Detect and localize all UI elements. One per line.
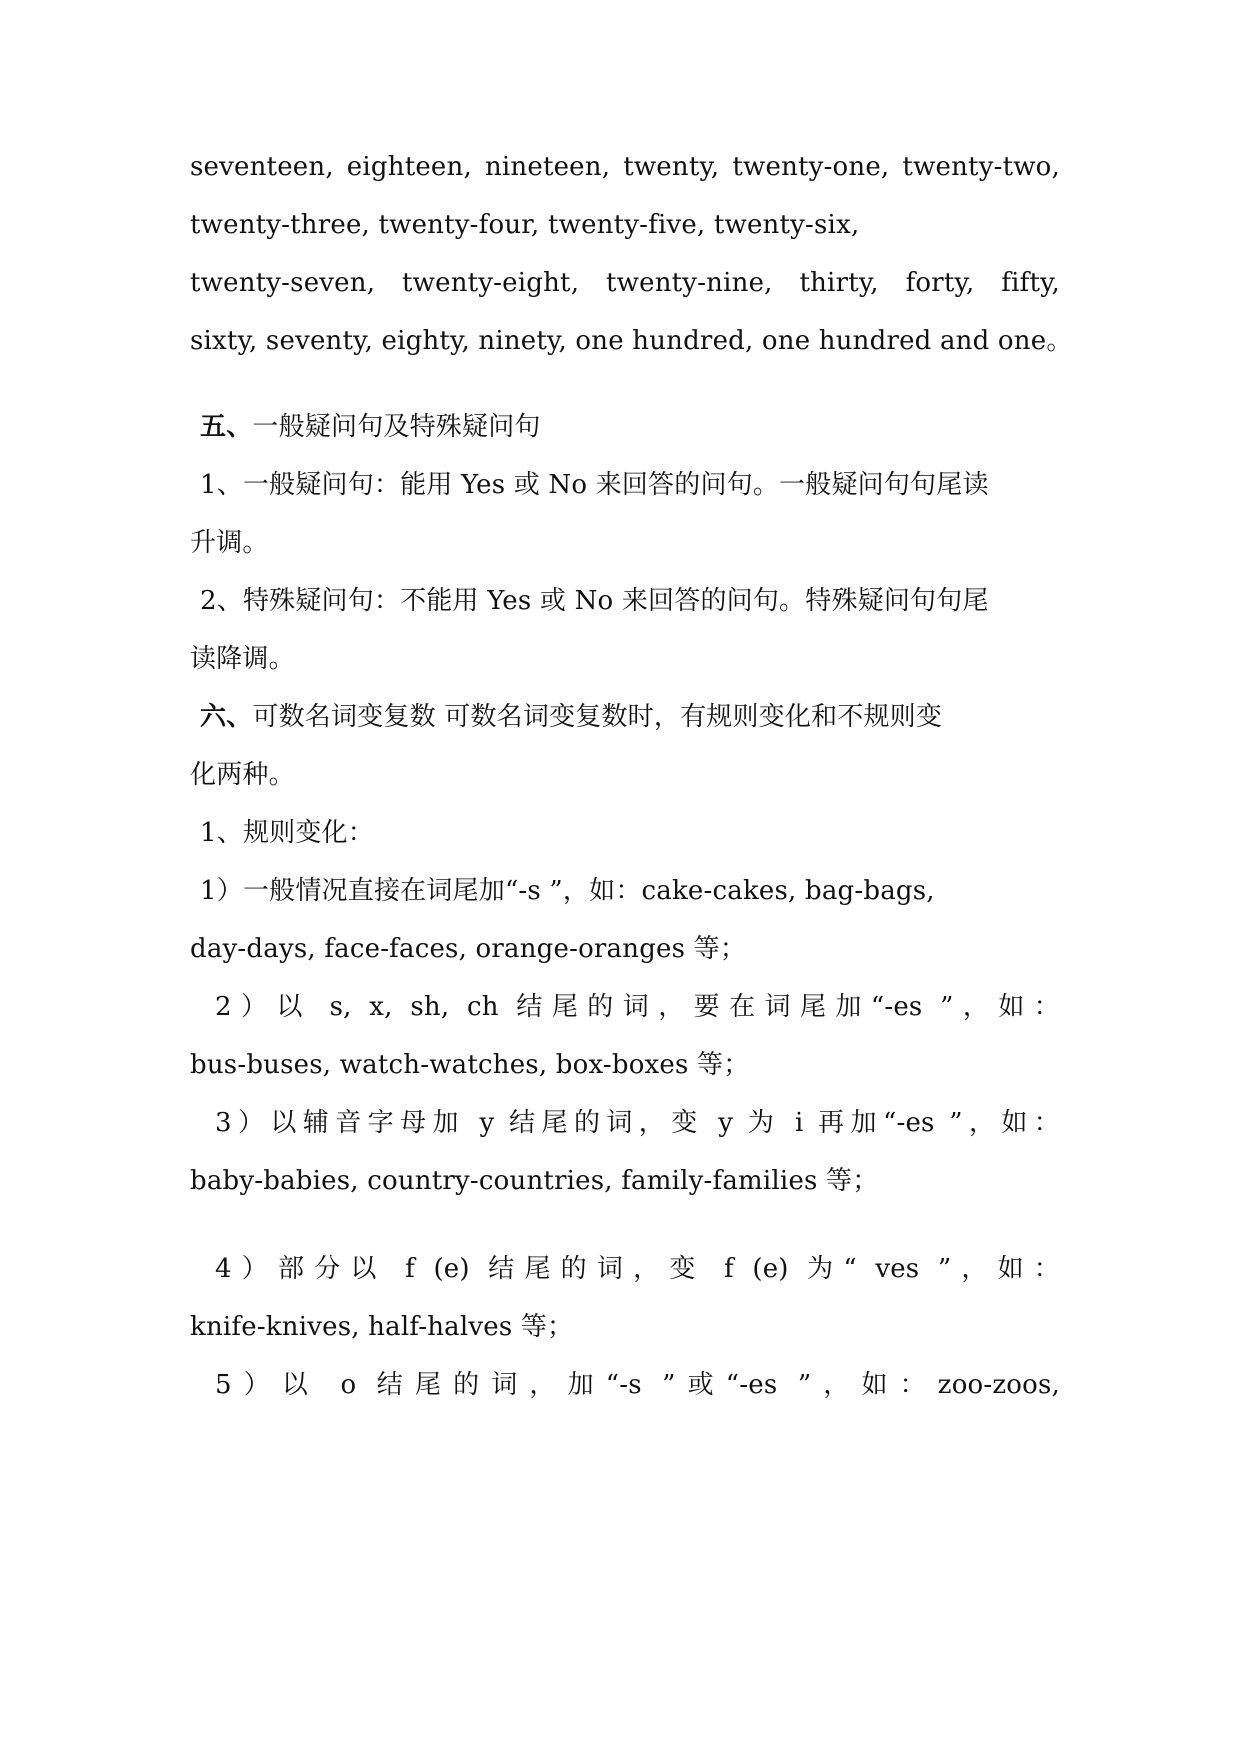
rule-4-line-2: knife-knives, half-halves 等； (190, 1312, 574, 1342)
section-6-title-line-2: 化两种。 (190, 760, 295, 790)
section-6-heading (200, 700, 1070, 734)
numbers-line-1: seventeen, eighteen, nineteen, twenty, twenty-one, twenty-two, (190, 152, 1060, 182)
section-5-heading (200, 410, 1070, 444)
section-6-title: 可数名词变复数 可数名词变复数时，有规则变化和不规则变 (252, 702, 943, 732)
section-5-item-1-line-2: 升调。 (190, 528, 269, 558)
rule-2-line-2: bus-buses, watch-watches, box-boxes 等； (190, 1050, 750, 1080)
rule-5-line-1: 5）以 o 结尾的词，加“-s ”或“-es ”，如：zoo-zoos, (215, 1370, 1060, 1400)
section-6-number: 六、 (200, 702, 253, 732)
rule-3-line-1: 3）以辅音字母加 y 结尾的词，变 y 为 i 再加“-es ”，如： (215, 1108, 1060, 1138)
numbers-line-4: sixty, seventy, eighty, ninety, one hundred, one hundred and one。 (190, 326, 1073, 356)
numbers-line-2: twenty-three, twenty-four, twenty-five, twenty-six, (190, 210, 860, 240)
rule-1-line-1: 1）一般情况直接在词尾加“-s ”，如：cake-cakes, bag-bags, (200, 876, 935, 906)
section-5-item-1-line-1: 1、一般疑问句：能用 Yes 或 No 来回答的问句。一般疑问句句尾读 (200, 470, 989, 500)
section-6-sub-1: 1、规则变化： (200, 818, 374, 848)
numbers-line-3: twenty-seven, twenty-eight, twenty-nine, thirty, forty, fifty, (190, 268, 1060, 298)
section-5-number: 五、 (200, 412, 253, 442)
rule-2-line-1: 2）以 s, x, sh, ch 结尾的词，要在词尾加“-es ”，如： (215, 992, 1060, 1022)
rule-3-line-2: baby-babies, country-countries, family-families 等； (190, 1166, 879, 1196)
section-5-item-2-line-1: 2、特殊疑问句：不能用 Yes 或 No 来回答的问句。特殊疑问句句尾 (200, 586, 989, 616)
rule-1-line-2: day-days, face-faces, orange-oranges 等； (190, 934, 747, 964)
rule-4-line-1: 4）部分以 f (e) 结尾的词，变 f (e) 为“ ves ”，如： (215, 1254, 1060, 1284)
section-5-item-2-line-2: 读降调。 (190, 644, 295, 674)
section-5-title: 一般疑问句及特殊疑问句 (252, 412, 541, 442)
